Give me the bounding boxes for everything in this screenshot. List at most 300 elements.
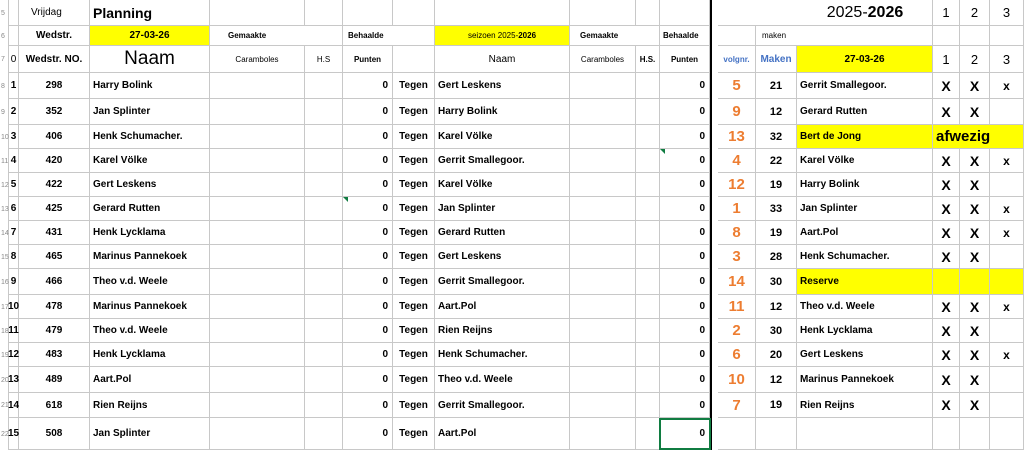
maken-cell[interactable]: 28 xyxy=(756,245,797,269)
caramboles-cell[interactable] xyxy=(210,295,305,319)
player-name[interactable]: Aart.Pol xyxy=(90,367,210,393)
tegen-label[interactable]: Tegen xyxy=(393,99,435,125)
gemaakte-label[interactable]: Gemaakte xyxy=(570,26,660,46)
punten-cell[interactable]: 0 xyxy=(343,393,393,418)
maken-cell[interactable]: 12 xyxy=(756,99,797,125)
punten-cell[interactable]: 0 xyxy=(343,149,393,173)
match-index[interactable]: 14 xyxy=(9,393,19,418)
row-number[interactable]: 12 xyxy=(0,173,9,197)
row-number[interactable]: 8 xyxy=(0,73,9,99)
match-number[interactable]: 352 xyxy=(19,99,90,125)
player-name[interactable]: Theo v.d. Weele xyxy=(90,269,210,295)
punten-header-2[interactable]: Punten xyxy=(660,46,710,73)
punten-cell-2[interactable]: 0 xyxy=(660,221,710,245)
maken-cell[interactable]: 12 xyxy=(756,295,797,319)
tegen-label[interactable]: Tegen xyxy=(393,245,435,269)
match-number[interactable]: 431 xyxy=(19,221,90,245)
match-index[interactable]: 15 xyxy=(9,418,19,450)
hs-cell-2[interactable] xyxy=(636,149,660,173)
maken-cell[interactable]: 19 xyxy=(756,221,797,245)
naam-header[interactable]: Naam xyxy=(90,46,210,73)
volgnr-cell[interactable]: 3 xyxy=(718,245,756,269)
punten-cell-2[interactable]: 0 xyxy=(660,295,710,319)
hs-cell[interactable] xyxy=(305,393,343,418)
maken-cell[interactable]: 33 xyxy=(756,197,797,221)
behaalde-label[interactable]: Behaalde xyxy=(660,26,710,46)
round-mark[interactable] xyxy=(933,269,960,295)
hs-cell-2[interactable] xyxy=(636,295,660,319)
round-col-1[interactable]: 1 xyxy=(933,0,960,26)
punten-header[interactable]: Punten xyxy=(343,46,393,73)
volgnr-cell[interactable]: 12 xyxy=(718,173,756,197)
roster-date-header[interactable]: 27-03-26 xyxy=(797,46,933,73)
roster-name[interactable]: Karel Völke xyxy=(797,149,933,173)
row-number[interactable]: 18 xyxy=(0,319,9,343)
roster-name[interactable]: Gerrit Smallegoor. xyxy=(797,73,933,99)
hs-cell[interactable] xyxy=(305,269,343,295)
tegen-label[interactable]: Tegen xyxy=(393,221,435,245)
opponent-name[interactable]: Gert Leskens xyxy=(435,73,570,99)
opponent-name[interactable]: Aart.Pol xyxy=(435,418,570,450)
match-index[interactable]: 9 xyxy=(9,269,19,295)
opponent-name[interactable]: Rien Reijns xyxy=(435,319,570,343)
round-mark[interactable]: x xyxy=(990,221,1024,245)
maken-cell[interactable]: 19 xyxy=(756,393,797,418)
match-number[interactable]: 483 xyxy=(19,343,90,367)
empty-cell[interactable] xyxy=(660,0,710,26)
match-number[interactable]: 479 xyxy=(19,319,90,343)
row-number[interactable]: 6 xyxy=(0,26,9,46)
match-index[interactable]: 3 xyxy=(9,125,19,149)
punten-cell[interactable]: 0 xyxy=(343,319,393,343)
punten-cell[interactable]: 0 xyxy=(343,245,393,269)
empty-cell[interactable] xyxy=(393,0,435,26)
caramboles-cell[interactable] xyxy=(210,393,305,418)
round-mark[interactable]: X xyxy=(933,197,960,221)
empty-cell[interactable] xyxy=(718,26,756,46)
match-number[interactable]: 489 xyxy=(19,367,90,393)
match-index[interactable]: 11 xyxy=(9,319,19,343)
volgnr-cell[interactable]: 6 xyxy=(718,343,756,367)
round-mark[interactable]: x xyxy=(990,149,1024,173)
hs-cell-2[interactable] xyxy=(636,269,660,295)
player-name[interactable]: Marinus Pannekoek xyxy=(90,245,210,269)
round-mark[interactable]: X xyxy=(960,295,990,319)
round-mark[interactable]: X xyxy=(933,393,960,418)
caramboles-header[interactable]: Caramboles xyxy=(210,46,305,73)
match-number[interactable]: 420 xyxy=(19,149,90,173)
punten-cell-2[interactable]: 0 xyxy=(660,418,710,450)
round-mark[interactable]: X xyxy=(960,319,990,343)
empty-cell[interactable] xyxy=(435,0,570,26)
caramboles-cell[interactable] xyxy=(210,245,305,269)
absent-label[interactable]: afwezig xyxy=(933,125,1024,149)
empty-cell[interactable] xyxy=(960,26,990,46)
hs-cell[interactable] xyxy=(305,173,343,197)
hs-cell[interactable] xyxy=(305,418,343,450)
empty-cell[interactable] xyxy=(570,0,636,26)
player-name[interactable]: Gerard Rutten xyxy=(90,197,210,221)
season-year-header[interactable] xyxy=(718,0,933,26)
opponent-name[interactable]: Gert Leskens xyxy=(435,245,570,269)
hs-cell[interactable] xyxy=(305,343,343,367)
round-mark[interactable] xyxy=(990,393,1024,418)
player-name[interactable]: Theo v.d. Weele xyxy=(90,319,210,343)
round-mark[interactable]: X xyxy=(933,99,960,125)
empty-cell[interactable] xyxy=(933,26,960,46)
punten-cell-2[interactable]: 0 xyxy=(660,269,710,295)
round-header-2[interactable]: 2 xyxy=(960,46,990,73)
hs-header-2[interactable]: H.S. xyxy=(636,46,660,73)
match-index[interactable]: 1 xyxy=(9,73,19,99)
round-mark[interactable]: X xyxy=(960,393,990,418)
row-number[interactable]: 14 xyxy=(0,221,9,245)
caramboles-cell-2[interactable] xyxy=(570,367,636,393)
volgnr-cell[interactable]: 9 xyxy=(718,99,756,125)
round-col-3[interactable]: 3 xyxy=(990,0,1024,26)
empty-cell[interactable] xyxy=(305,0,343,26)
caramboles-cell-2[interactable] xyxy=(570,149,636,173)
opponent-name[interactable]: Jan Splinter xyxy=(435,197,570,221)
round-mark[interactable] xyxy=(990,173,1024,197)
volgnr-cell[interactable]: 7 xyxy=(718,393,756,418)
hs-cell-2[interactable] xyxy=(636,173,660,197)
hs-cell-2[interactable] xyxy=(636,197,660,221)
punten-cell[interactable]: 0 xyxy=(343,99,393,125)
match-index[interactable]: 4 xyxy=(9,149,19,173)
hs-cell-2[interactable] xyxy=(636,418,660,450)
match-index[interactable]: 12 xyxy=(9,343,19,367)
tegen-label[interactable]: Tegen xyxy=(393,173,435,197)
roster-name[interactable]: Harry Bolink xyxy=(797,173,933,197)
round-mark[interactable]: X xyxy=(960,245,990,269)
tegen-label[interactable]: Tegen xyxy=(393,343,435,367)
round-mark[interactable]: x xyxy=(990,295,1024,319)
round-col-2[interactable]: 2 xyxy=(960,0,990,26)
hs-cell[interactable] xyxy=(305,367,343,393)
round-mark[interactable]: X xyxy=(960,73,990,99)
punten-cell-2[interactable]: 0 xyxy=(660,197,710,221)
empty-cell[interactable] xyxy=(990,26,1024,46)
round-mark[interactable]: X xyxy=(960,173,990,197)
caramboles-cell[interactable] xyxy=(210,221,305,245)
match-number[interactable]: 618 xyxy=(19,393,90,418)
match-number[interactable]: 406 xyxy=(19,125,90,149)
empty-cell[interactable] xyxy=(393,46,435,73)
opponent-name[interactable]: Aart.Pol xyxy=(435,295,570,319)
round-header-3[interactable]: 3 xyxy=(990,46,1024,73)
punten-cell[interactable]: 0 xyxy=(343,295,393,319)
opponent-name[interactable]: Gerrit Smallegoor. xyxy=(435,393,570,418)
caramboles-cell[interactable] xyxy=(210,319,305,343)
volgnr-cell[interactable]: 11 xyxy=(718,295,756,319)
hs-cell-2[interactable] xyxy=(636,73,660,99)
player-name[interactable]: Jan Splinter xyxy=(90,99,210,125)
punten-cell[interactable]: 0 xyxy=(343,343,393,367)
punten-cell[interactable]: 0 xyxy=(343,367,393,393)
round-mark[interactable]: X xyxy=(960,149,990,173)
empty-cell[interactable] xyxy=(990,418,1024,450)
tegen-label[interactable]: Tegen xyxy=(393,269,435,295)
round-mark[interactable] xyxy=(960,269,990,295)
hs-cell[interactable] xyxy=(305,197,343,221)
opponent-name[interactable]: Karel Völke xyxy=(435,125,570,149)
caramboles-cell-2[interactable] xyxy=(570,418,636,450)
punten-cell[interactable]: 0 xyxy=(343,197,393,221)
caramboles-cell-2[interactable] xyxy=(570,173,636,197)
behaalde-label[interactable]: Behaalde xyxy=(343,26,435,46)
roster-name[interactable]: Gert Leskens xyxy=(797,343,933,367)
round-mark[interactable] xyxy=(990,245,1024,269)
tegen-label[interactable]: Tegen xyxy=(393,393,435,418)
opponent-name[interactable]: Gerard Rutten xyxy=(435,221,570,245)
round-mark[interactable]: X xyxy=(933,173,960,197)
hs-cell-2[interactable] xyxy=(636,367,660,393)
match-index[interactable]: 13 xyxy=(9,367,19,393)
empty-cell[interactable] xyxy=(756,418,797,450)
volgnr-cell[interactable]: 13 xyxy=(718,125,756,149)
punten-cell[interactable]: 0 xyxy=(343,269,393,295)
match-number[interactable]: 298 xyxy=(19,73,90,99)
roster-name[interactable]: Reserve xyxy=(797,269,933,295)
round-mark[interactable] xyxy=(990,319,1024,343)
round-mark[interactable]: X xyxy=(933,149,960,173)
row-number[interactable]: 13 xyxy=(0,197,9,221)
match-index[interactable]: 8 xyxy=(9,245,19,269)
volgnr-cell[interactable]: 4 xyxy=(718,149,756,173)
caramboles-cell-2[interactable] xyxy=(570,269,636,295)
hs-cell-2[interactable] xyxy=(636,221,660,245)
punten-cell-2[interactable]: 0 xyxy=(660,149,710,173)
round-mark[interactable]: X xyxy=(960,343,990,367)
roster-name[interactable]: Theo v.d. Weele xyxy=(797,295,933,319)
player-name[interactable]: Harry Bolink xyxy=(90,73,210,99)
caramboles-cell[interactable] xyxy=(210,173,305,197)
round-mark[interactable]: X xyxy=(933,319,960,343)
maken-cell[interactable]: 32 xyxy=(756,125,797,149)
round-mark[interactable]: X xyxy=(960,99,990,125)
volgnr-cell[interactable]: 10 xyxy=(718,367,756,393)
roster-name[interactable]: Gerard Rutten xyxy=(797,99,933,125)
player-name[interactable]: Henk Lycklama xyxy=(90,343,210,367)
empty-cell[interactable] xyxy=(718,418,756,450)
punten-cell-2[interactable]: 0 xyxy=(660,367,710,393)
caramboles-cell-2[interactable] xyxy=(570,319,636,343)
round-mark[interactable] xyxy=(990,269,1024,295)
caramboles-cell-2[interactable] xyxy=(570,197,636,221)
caramboles-cell[interactable] xyxy=(210,73,305,99)
opponent-name[interactable]: Henk Schumacher. xyxy=(435,343,570,367)
punten-cell[interactable]: 0 xyxy=(343,173,393,197)
match-index[interactable]: 2 xyxy=(9,99,19,125)
tegen-label[interactable]: Tegen xyxy=(393,418,435,450)
punten-cell-2[interactable]: 0 xyxy=(660,319,710,343)
match-index[interactable]: 7 xyxy=(9,221,19,245)
maken-cell[interactable]: 20 xyxy=(756,343,797,367)
punten-cell-2[interactable]: 0 xyxy=(660,393,710,418)
maken-cell[interactable]: 22 xyxy=(756,149,797,173)
player-name[interactable]: Marinus Pannekoek xyxy=(90,295,210,319)
player-name[interactable]: Rien Reijns xyxy=(90,393,210,418)
hs-cell[interactable] xyxy=(305,73,343,99)
punten-cell[interactable]: 0 xyxy=(343,73,393,99)
volgnr-cell[interactable]: 8 xyxy=(718,221,756,245)
caramboles-header-2[interactable]: Caramboles xyxy=(570,46,636,73)
round-mark[interactable]: X xyxy=(933,295,960,319)
empty-cell[interactable] xyxy=(636,0,660,26)
caramboles-cell-2[interactable] xyxy=(570,73,636,99)
hs-cell[interactable] xyxy=(305,149,343,173)
match-number[interactable]: 422 xyxy=(19,173,90,197)
match-number[interactable]: 425 xyxy=(19,197,90,221)
hs-cell[interactable] xyxy=(305,125,343,149)
caramboles-cell-2[interactable] xyxy=(570,221,636,245)
player-name[interactable]: Gert Leskens xyxy=(90,173,210,197)
caramboles-cell[interactable] xyxy=(210,418,305,450)
row-number[interactable]: 20 xyxy=(0,367,9,393)
tegen-label[interactable]: Tegen xyxy=(393,295,435,319)
tegen-label[interactable]: Tegen xyxy=(393,73,435,99)
punten-cell-2[interactable]: 0 xyxy=(660,245,710,269)
row-number[interactable]: 21 xyxy=(0,393,9,418)
caramboles-cell[interactable] xyxy=(210,125,305,149)
index-header[interactable]: 0 xyxy=(9,46,19,73)
tegen-label[interactable]: Tegen xyxy=(393,367,435,393)
tegen-label[interactable]: Tegen xyxy=(393,319,435,343)
caramboles-cell-2[interactable] xyxy=(570,295,636,319)
hs-cell-2[interactable] xyxy=(636,343,660,367)
round-header-1[interactable]: 1 xyxy=(933,46,960,73)
punten-cell-2[interactable]: 0 xyxy=(660,343,710,367)
round-mark[interactable]: X xyxy=(933,343,960,367)
match-number[interactable]: 465 xyxy=(19,245,90,269)
tegen-label[interactable]: Tegen xyxy=(393,197,435,221)
naam-header-2[interactable]: Naam xyxy=(435,46,570,73)
caramboles-cell-2[interactable] xyxy=(570,393,636,418)
row-number[interactable]: 22 xyxy=(0,418,9,450)
day-label[interactable]: Vrijdag xyxy=(19,0,90,26)
hs-cell[interactable] xyxy=(305,319,343,343)
row-number[interactable]: 17 xyxy=(0,295,9,319)
maken-cell[interactable]: 21 xyxy=(756,73,797,99)
round-mark[interactable]: X xyxy=(933,221,960,245)
round-mark[interactable] xyxy=(990,367,1024,393)
empty-cell[interactable] xyxy=(210,0,305,26)
wedstr-label[interactable]: Wedstr. xyxy=(19,26,90,46)
season-label[interactable] xyxy=(435,26,570,46)
volgnr-cell[interactable]: 14 xyxy=(718,269,756,295)
punten-cell-2[interactable]: 0 xyxy=(660,73,710,99)
empty-cell[interactable] xyxy=(9,26,19,46)
hs-cell[interactable] xyxy=(305,221,343,245)
row-number[interactable]: 16 xyxy=(0,269,9,295)
gemaakte-label[interactable]: Gemaakte xyxy=(210,26,343,46)
match-number[interactable]: 478 xyxy=(19,295,90,319)
hs-cell-2[interactable] xyxy=(636,245,660,269)
roster-name[interactable]: Henk Schumacher. xyxy=(797,245,933,269)
match-index[interactable]: 5 xyxy=(9,173,19,197)
roster-name[interactable]: Marinus Pannekoek xyxy=(797,367,933,393)
hs-cell[interactable] xyxy=(305,295,343,319)
roster-name[interactable]: Jan Splinter xyxy=(797,197,933,221)
maken-cell[interactable]: 12 xyxy=(756,367,797,393)
caramboles-cell-2[interactable] xyxy=(570,99,636,125)
opponent-name[interactable]: Gerrit Smallegoor. xyxy=(435,149,570,173)
caramboles-cell[interactable] xyxy=(210,197,305,221)
empty-cell[interactable] xyxy=(343,0,393,26)
punten-cell-2[interactable]: 0 xyxy=(660,173,710,197)
maken-cell[interactable]: 30 xyxy=(756,269,797,295)
volgnr-header[interactable]: volgnr. xyxy=(718,46,756,73)
round-mark[interactable]: X xyxy=(933,367,960,393)
sheet-title[interactable]: Planning xyxy=(90,0,210,26)
tegen-label[interactable]: Tegen xyxy=(393,149,435,173)
hs-header[interactable]: H.S xyxy=(305,46,343,73)
volgnr-cell[interactable]: 2 xyxy=(718,319,756,343)
caramboles-cell-2[interactable] xyxy=(570,125,636,149)
match-number[interactable]: 508 xyxy=(19,418,90,450)
opponent-name[interactable]: Theo v.d. Weele xyxy=(435,367,570,393)
caramboles-cell[interactable] xyxy=(210,367,305,393)
punten-cell[interactable]: 0 xyxy=(343,125,393,149)
hs-cell-2[interactable] xyxy=(636,393,660,418)
match-date[interactable]: 27-03-26 xyxy=(90,26,210,46)
empty-cell[interactable] xyxy=(9,0,19,26)
caramboles-cell-2[interactable] xyxy=(570,245,636,269)
roster-name[interactable]: Aart.Pol xyxy=(797,221,933,245)
tegen-label[interactable]: Tegen xyxy=(393,125,435,149)
round-mark[interactable]: x xyxy=(990,73,1024,99)
round-mark[interactable]: X xyxy=(960,197,990,221)
hs-cell-2[interactable] xyxy=(636,125,660,149)
roster-name[interactable]: Rien Reijns xyxy=(797,393,933,418)
active-cell-selection[interactable] xyxy=(659,418,711,450)
empty-cell[interactable] xyxy=(960,418,990,450)
player-name[interactable]: Jan Splinter xyxy=(90,418,210,450)
player-name[interactable]: Henk Schumacher. xyxy=(90,125,210,149)
round-mark[interactable]: X xyxy=(933,73,960,99)
row-number[interactable]: 10 xyxy=(0,125,9,149)
row-number[interactable]: 11 xyxy=(0,149,9,173)
punten-cell[interactable]: 0 xyxy=(343,418,393,450)
round-mark[interactable]: X xyxy=(960,367,990,393)
player-name[interactable]: Karel Völke xyxy=(90,149,210,173)
match-number[interactable]: 466 xyxy=(19,269,90,295)
caramboles-cell[interactable] xyxy=(210,343,305,367)
row-number[interactable]: 19 xyxy=(0,343,9,367)
row-number[interactable]: 9 xyxy=(0,99,9,125)
punten-cell-2[interactable]: 0 xyxy=(660,125,710,149)
round-mark[interactable]: X xyxy=(933,245,960,269)
empty-cell[interactable] xyxy=(797,418,933,450)
caramboles-cell-2[interactable] xyxy=(570,343,636,367)
opponent-name[interactable]: Gerrit Smallegoor. xyxy=(435,269,570,295)
maken-cell[interactable]: 30 xyxy=(756,319,797,343)
round-mark[interactable]: X xyxy=(960,221,990,245)
hs-cell-2[interactable] xyxy=(636,319,660,343)
row-number[interactable]: 15 xyxy=(0,245,9,269)
volgnr-cell[interactable]: 5 xyxy=(718,73,756,99)
maken-label[interactable]: maken xyxy=(756,26,933,46)
round-mark[interactable]: x xyxy=(990,197,1024,221)
row-number[interactable]: 7 xyxy=(0,46,9,73)
hs-cell-2[interactable] xyxy=(636,99,660,125)
caramboles-cell[interactable] xyxy=(210,149,305,173)
match-index[interactable]: 6 xyxy=(9,197,19,221)
round-mark[interactable]: x xyxy=(990,343,1024,367)
maken-header[interactable]: Maken xyxy=(756,46,797,73)
caramboles-cell[interactable] xyxy=(210,99,305,125)
